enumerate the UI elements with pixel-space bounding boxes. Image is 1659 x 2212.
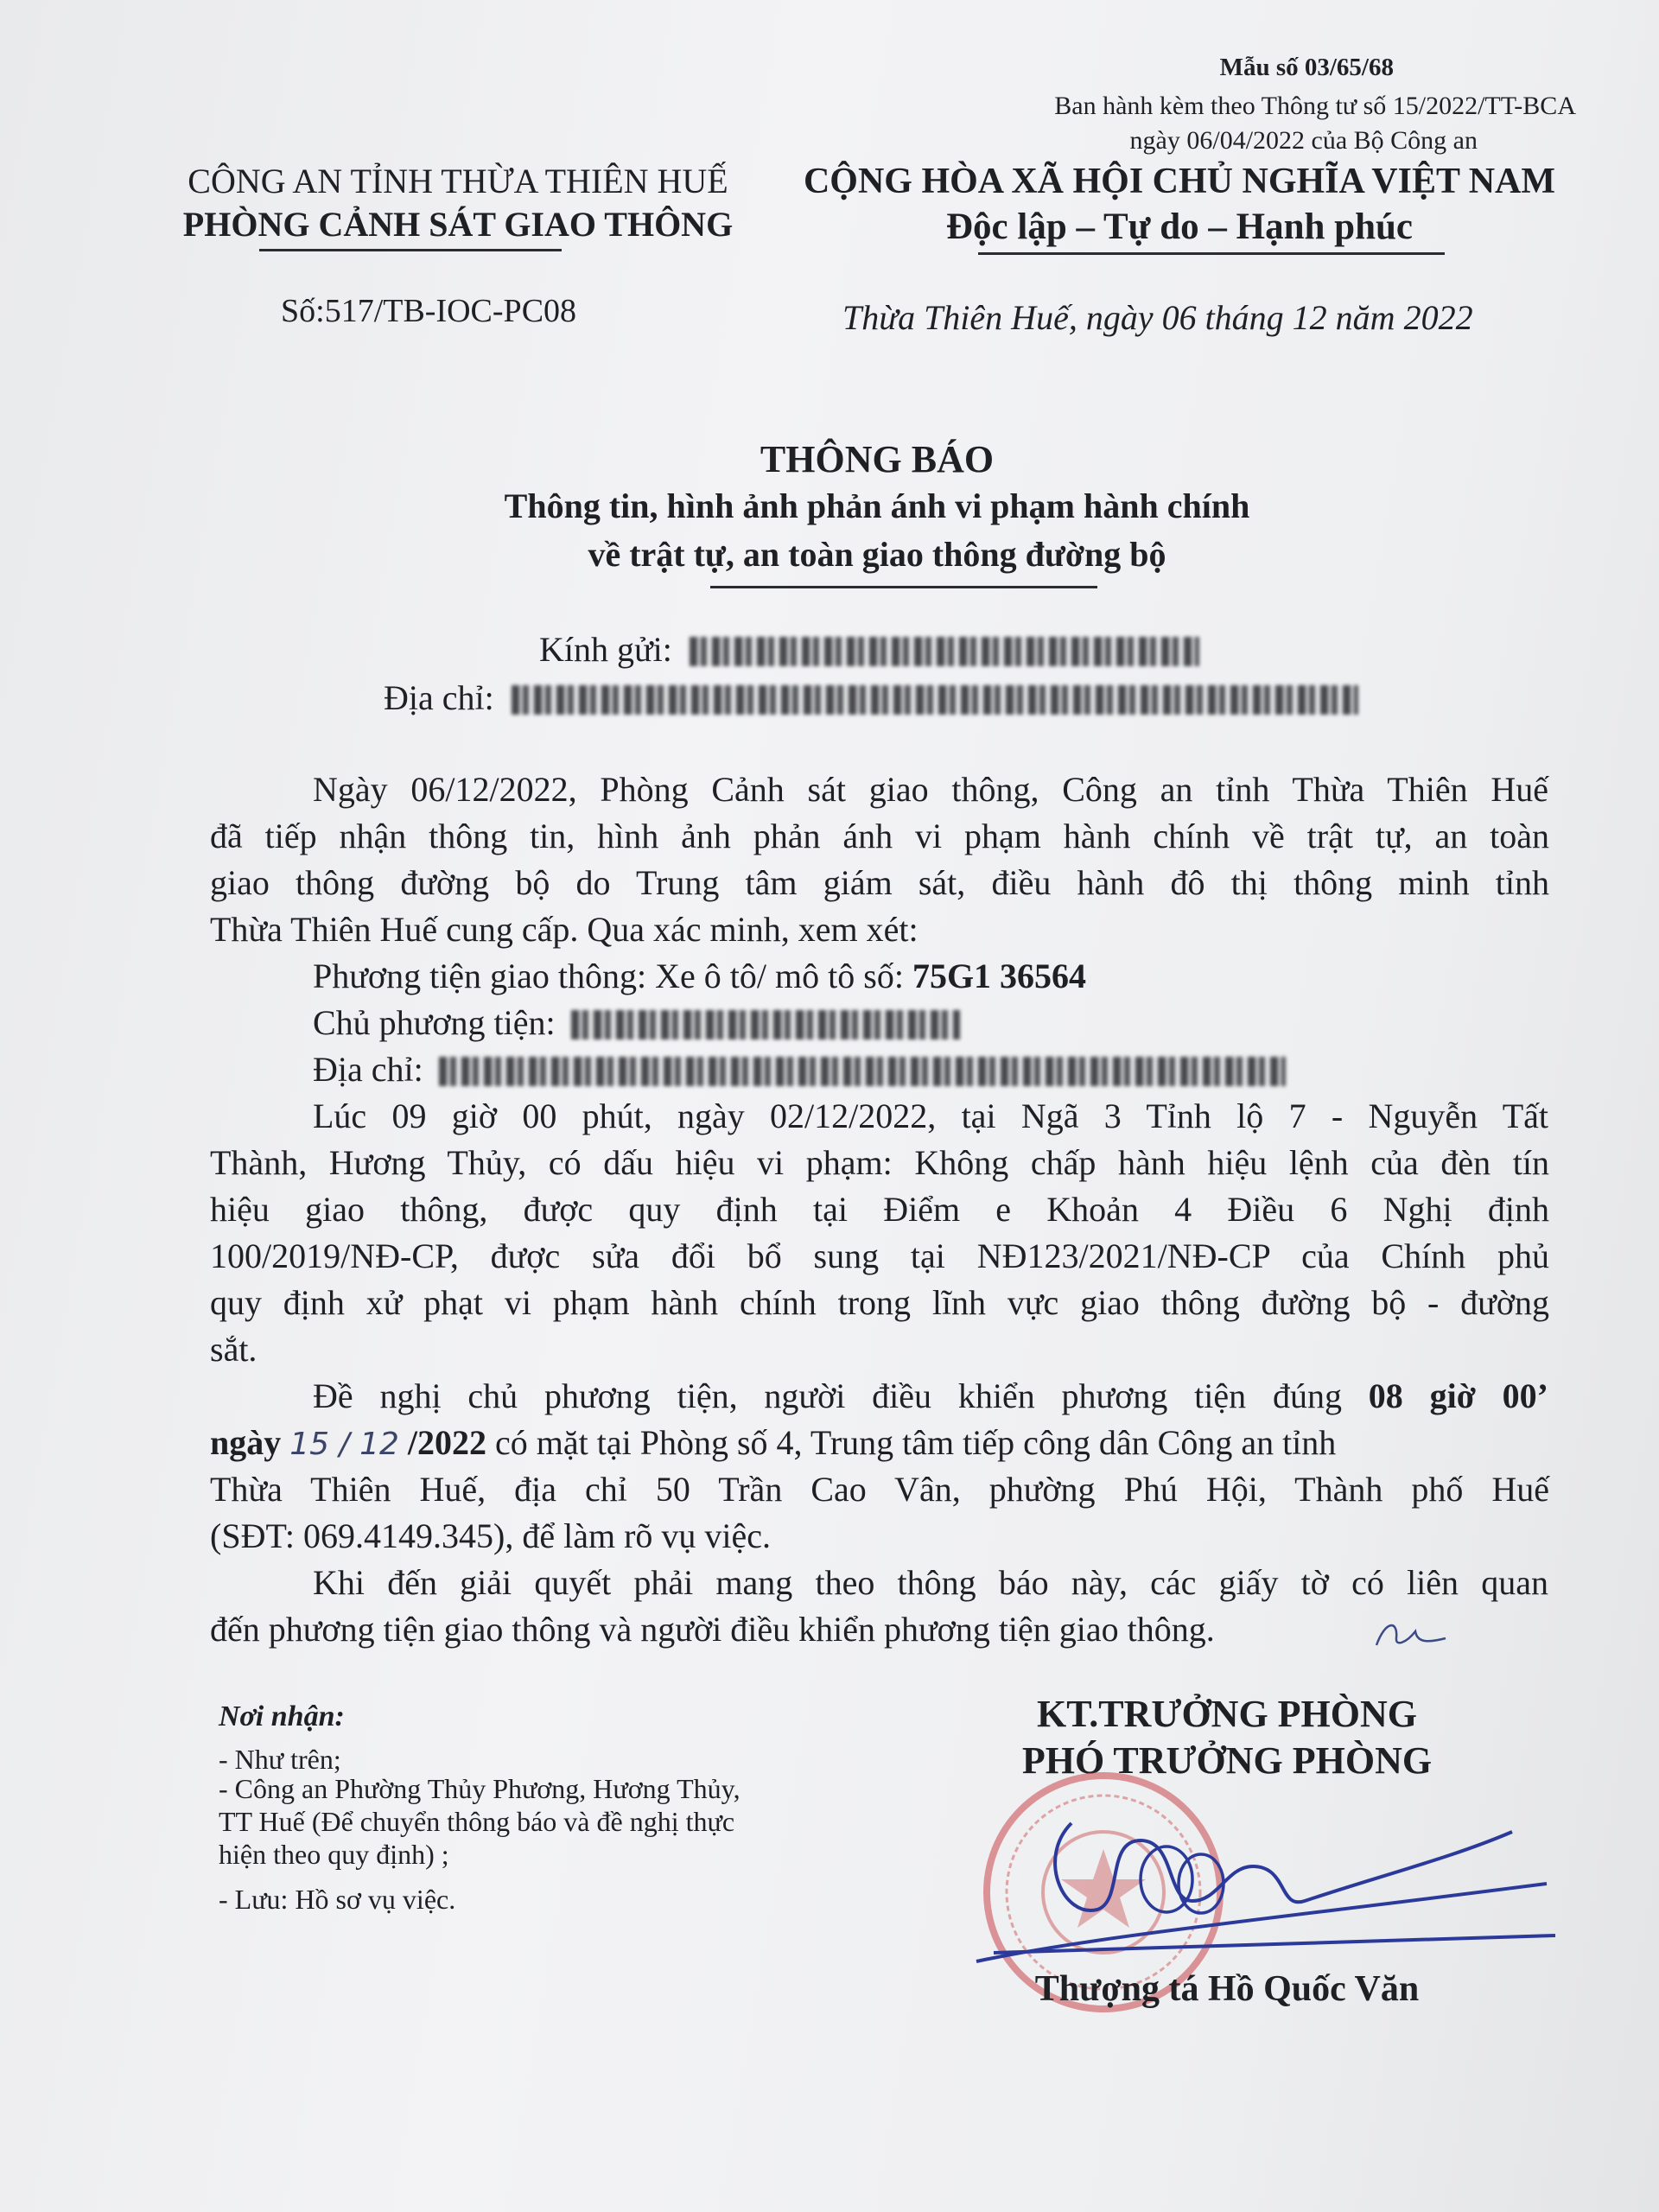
body-p2-line1: Lúc 09 giờ 00 phút, ngày 02/12/2022, tại Ngã 3 Tỉnh lộ 7 - Nguyễn Tất [313,1096,1548,1135]
signatory-name: Thượng tá Hồ Quốc Văn [1034,1969,1420,2009]
appointment-day-label: ngày [210,1423,290,1462]
body-p1-line3: giao thông đường bộ do Trung tâm giám sát, điều hành đô thị thông minh tỉnh [210,863,1549,902]
redacted-recipient-name [690,637,1199,666]
agency-name: CÔNG AN TỈNH THỪA THIÊN HUẾ [188,162,728,200]
form-issued-date: ngày 06/04/2022 của Bộ Công an [1129,126,1478,155]
recipient-address-label: Địa chỉ: [384,678,494,717]
body-p3-line2 [210,1422,1549,1463]
notice-subtitle-1: Thông tin, hình ảnh phản ánh vi phạm hành chính [504,486,1250,525]
redacted-owner-address [439,1057,1286,1086]
form-issued-with: Ban hành kèm theo Thông tư số 15/2022/TT-BCA [1054,92,1576,120]
handwritten-appointment-date: 15 / 12 [289,1427,399,1462]
appointment-time: 08 giờ 00’ [1368,1376,1548,1415]
body-p1-line2: đã tiếp nhận thông tin, hình ảnh phản ánh vi phạm hành chính về trật tự, an toàn [210,817,1549,855]
recipients-item-3: - Lưu: Hồ sơ vụ việc. [219,1884,456,1915]
vehicle-line [313,956,1652,996]
signature-scribble-icon [968,1806,1590,1970]
owner-line [313,1002,1652,1043]
document-number: Số:517/TB-IOC-PC08 [281,293,577,329]
signature-title-1: KT.TRƯỞNG PHÒNG [1037,1693,1417,1735]
body-p1-line4: Thừa Thiên Huế cung cấp. Qua xác minh, xem xét: [210,910,918,949]
recipient-line [539,629,1199,670]
owner-label: Chủ phương tiện: [313,1003,556,1042]
body-p4-line2: đến phương tiện giao thông và người điều khiển phương tiện giao thông. [210,1610,1215,1649]
notice-subtitle-2: về trật tự, an toàn giao thông đường bộ [588,535,1166,574]
redacted-recipient-address [512,685,1358,715]
vehicle-label: Phương tiện giao thông: Xe ô tô/ mô tô số: [313,957,912,995]
recipient-address-line [384,677,1358,718]
body-p2-line2: Thành, Hương Thủy, có dấu hiệu vi phạm: Không chấp hành hiệu lệnh của đèn tín [210,1143,1549,1182]
recipients-item-2: - Công an Phường Thủy Phương, Hương Thủy, [219,1773,741,1804]
redacted-owner-name [571,1010,960,1039]
vehicle-plate: 75G1 36564 [912,957,1087,995]
country-name: CỘNG HÒA XÃ HỘI CHỦ NGHĨA VIỆT NAM [803,162,1556,201]
department-underline [259,249,562,251]
body-p2-line4: 100/2019/NĐ-CP, được sửa đổi bổ sung tại NĐ123/2021/NĐ-CP của Chính phủ [210,1236,1549,1275]
recipient-label: Kính gửi: [539,630,672,669]
place-and-date: Thừa Thiên Huế, ngày 06 tháng 12 năm 2022 [842,298,1473,337]
owner-address-line [313,1049,1652,1090]
body-p2-line6: sắt. [210,1330,257,1369]
recipients-item-2-end: hiện theo quy định) ; [219,1839,449,1870]
appointment-location: có mặt tại Phòng số 4, Trung tâm tiếp công dân Công an tỉnh [486,1423,1337,1462]
body-p3-line1 [313,1376,1548,1416]
signature-title-2: PHÓ TRƯỞNG PHÒNG [1021,1739,1433,1782]
body-p2-line5: quy định xử phạt vi phạm hành chính trong lĩnh vực giao thông đường bộ - đường [210,1283,1549,1322]
department-name: PHÒNG CẢNH SÁT GIAO THÔNG [182,205,734,244]
recipients-item-1: - Như trên; [219,1744,341,1775]
body-p4-line1: Khi đến giải quyết phải mang theo thông báo này, các giấy tờ có liên quan [313,1563,1548,1602]
owner-address-label: Địa chỉ: [313,1050,423,1089]
title-underline [710,586,1097,588]
body-p3-line4: (SĐT: 069.4149.345), để làm rõ vụ việc. [210,1516,772,1555]
recipients-heading: Nơi nhận: [219,1700,345,1732]
body-p3-line3: Thừa Thiên Huế, địa chỉ 50 Trần Cao Vân, phường Phú Hội, Thành phố Huế [210,1470,1549,1509]
body-p1-line1: Ngày 06/12/2022, Phòng Cảnh sát giao thông, Công an tỉnh Thừa Thiên Huế [313,770,1548,809]
initial-mark-icon [1372,1612,1450,1656]
form-number: Mẫu số 03/65/68 [1219,54,1394,81]
national-motto: Độc lập – Tự do – Hạnh phúc [946,207,1413,247]
recipients-item-2-cont: TT Huế (Để chuyển thông báo và đề nghị thực [219,1806,735,1837]
body-p3-line1-text: Đề nghị chủ phương tiện, người điều khiển phương tiện đúng [313,1376,1369,1415]
body-p2-line3: hiệu giao thông, được quy định tại Điểm e Khoản 4 Điều 6 Nghị định [210,1190,1549,1229]
motto-underline [978,252,1445,255]
notice-title: THÔNG BÁO [760,438,995,480]
appointment-year: /2022 [398,1423,487,1462]
